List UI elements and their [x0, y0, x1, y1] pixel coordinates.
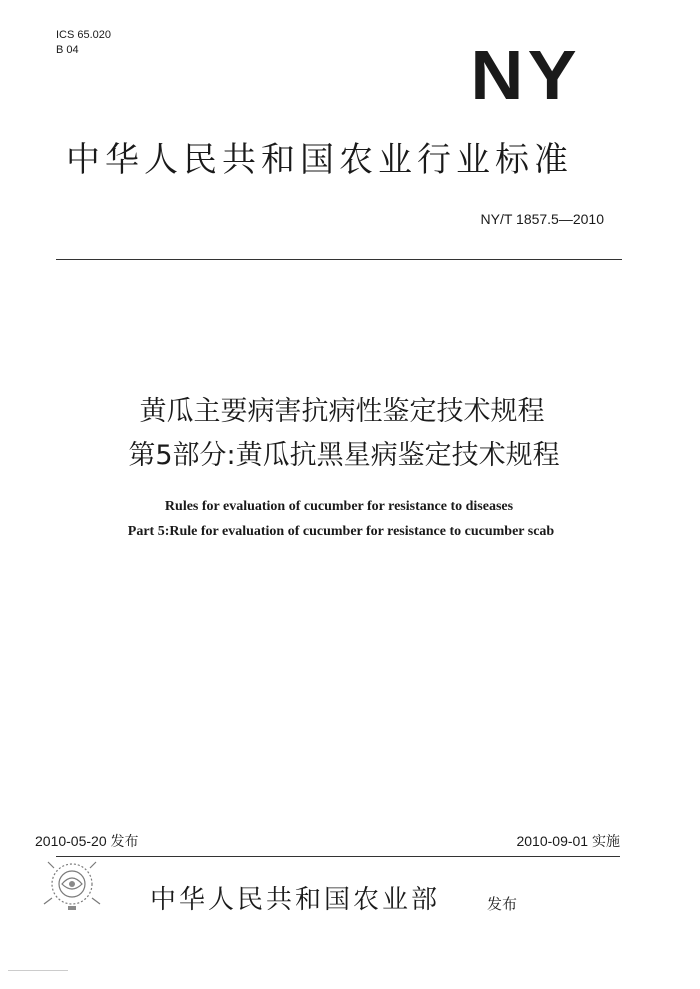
english-title-line-1: Rules for evaluation of cucumber for resistance to diseases	[164, 499, 514, 514]
english-title-line-2: Part 5:Rule for evaluation of cucumber for resistance to cucumber scab	[127, 524, 555, 539]
issue-word: 发布	[487, 895, 518, 913]
implementation-date: 2010-09-01 实施	[516, 833, 620, 849]
ny-logo: NY	[470, 36, 581, 114]
standard-code: NY/T 1857.5—2010	[480, 211, 604, 227]
issue-date: 2010-05-20 发布	[35, 833, 139, 849]
ics-code: ICS 65.020	[56, 29, 112, 41]
chinese-title-line-1: 黄瓜主要病害抗病性鉴定技术规程	[139, 396, 545, 427]
ccs-code: B 04	[56, 44, 79, 56]
ministry-seal-icon	[34, 858, 110, 914]
bottom-divider	[56, 856, 620, 857]
issuing-ministry: 中华人民共和国农业部	[150, 885, 441, 915]
footer-line	[8, 970, 68, 971]
standard-category-title: 中华人民共和国农业行业标准	[66, 140, 573, 180]
chinese-title-line-2: 第5部分:黄瓜抗黑星病鉴定技术规程	[128, 440, 560, 471]
top-divider	[56, 259, 622, 260]
